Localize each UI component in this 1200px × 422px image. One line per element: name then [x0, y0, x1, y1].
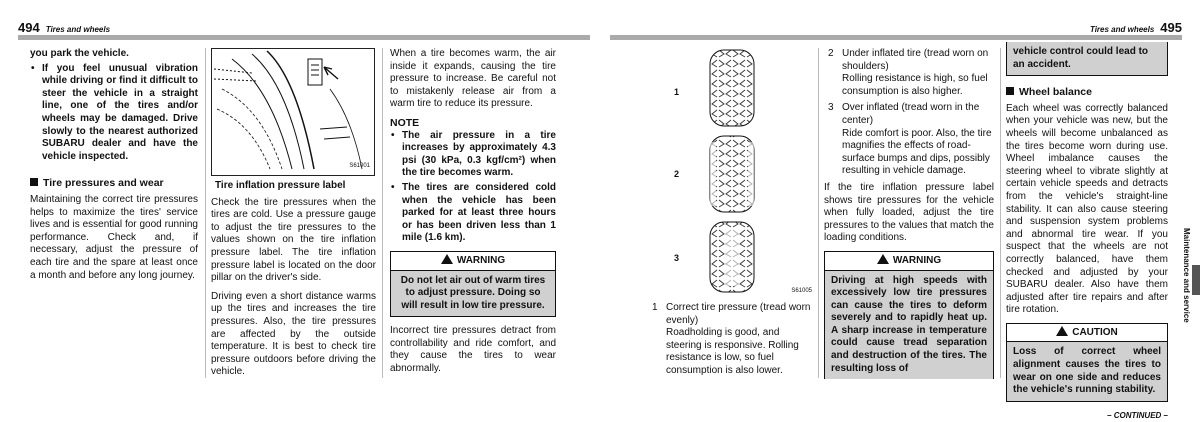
note-title: NOTE: [390, 116, 420, 129]
column-3: [390, 48, 556, 382]
continued-marker: – CONTINUED –: [1107, 410, 1168, 420]
column-divider: [818, 48, 819, 378]
column-3: [1006, 48, 1168, 422]
item-title: Over inflated (tread worn in the center): [842, 102, 980, 126]
page-header-left: [18, 20, 110, 35]
continued-text: you park the vehicle.: [30, 48, 129, 59]
list-item-1: [648, 302, 816, 378]
list-item-3: [824, 102, 994, 178]
door-pillar-illustration: [212, 49, 374, 175]
column-2: [211, 48, 376, 385]
heading-text: Tire pressures and wear: [43, 177, 164, 190]
caution-text: Loss of correct wheel alignment causes the tires to wear on one side and reduces the vehicle's running stability.: [1007, 342, 1167, 400]
tire-under-inflated: [710, 136, 754, 212]
tire-correct: [710, 50, 754, 126]
item-title: Correct tire pressure (tread worn evenly): [666, 302, 811, 326]
warning-header: [825, 252, 993, 271]
bullet-vibration: • If you feel unusual vibration while driving or find it difficult to steer the vehicle in a straight line, one of the tires and/or wheels may be damaged. Drive slowly to the nearest authorized SUBARU dealer and have the vehicle inspected.: [42, 63, 198, 164]
caution-box: [1006, 323, 1168, 402]
heading-text: Wheel balance: [1019, 86, 1092, 99]
warning-triangle-icon: [877, 254, 889, 264]
page-number: 495: [1160, 20, 1182, 35]
figure-label-3: 3: [674, 253, 680, 263]
paragraph-incorrect-pressures: Incorrect tire pressures detract from controllability and ride comfort, and they cause the tires to wear abnormally.: [390, 325, 556, 375]
list-item-2: [824, 48, 994, 98]
column-divider: [205, 48, 206, 378]
paragraph-wheel-balance: Each wheel was correctly balanced when your vehicle was new, but the wheels will become unbalanced as the tires become worn during use. Wheel imbalance causes the steering wheel to vibrate slightly at certain vehicle speeds and detracts from the vehicle's straight-line stability. It can also cause steering and suspension system problems and abnormal tire wear. If you suspect that the wheels are not correctly balanced, have them checked and adjusted by your SUBARU dealer. Also have them adjusted after tire repairs and after tire rotation.: [1006, 102, 1168, 316]
header-rule: [18, 35, 590, 40]
header-rule: [610, 35, 1182, 40]
tire-wear-figure: [648, 48, 816, 298]
square-bullet-icon: [1006, 87, 1014, 95]
square-bullet-icon: [30, 178, 38, 186]
figure-label-1: 1: [674, 87, 680, 97]
note-item: • The tires are considered cold when the vehicle has been parked for at least three hours or has been driven less than 1 mile (1.6 km).: [402, 182, 556, 245]
section-heading: [30, 177, 198, 190]
figure-code: S61005: [791, 288, 812, 295]
warning-continued: vehicle control could lead to an accident.: [1006, 42, 1168, 76]
arrow-icon: [324, 67, 338, 79]
caution-triangle-icon: [1056, 326, 1068, 336]
side-tab-marker: [1192, 265, 1200, 295]
column-1: [648, 48, 816, 382]
warning-triangle-icon: [441, 254, 453, 264]
paragraph-warm-tire: When a tire becomes warm, the air inside it expands, causing the tire pressure to increase. Be careful not to mistakenly release air from a warm tire to reduce its pressure.: [390, 48, 556, 110]
paragraph: Maintaining the correct tire pressures helps to maximize the tires' service lives and is essential for good running performance. Check and, if necessary, adjust the pressure of each tire and the spare at least once a month and before any long journey.: [30, 193, 198, 281]
figure-code: S61001: [349, 163, 370, 170]
warning-box: [824, 251, 994, 379]
warning-header: [391, 252, 555, 271]
warning-text: Do not let air out of warm tires to adjust pressure. Doing so will result in low tire pressure.: [391, 271, 555, 317]
item-number: 2: [828, 48, 834, 59]
figure-label-2: 2: [674, 169, 680, 179]
column-divider: [382, 48, 383, 378]
warning-text: Driving at high speeds with excessively low tire pressures can cause the tires to deform severely and to rapidly heat up. A sharp increase in temperature could cause tread separation and destruction of the tires. The resulting loss of: [825, 271, 993, 380]
paragraph-fully-loaded: If the tire inflation pressure label shows tire pressures for the vehicle when fully loaded, adjust the tire pressures to the values that match the loading conditions.: [824, 181, 994, 244]
item-number: 3: [828, 102, 834, 114]
section-title: Tires and wheels: [1089, 25, 1155, 34]
item-text: Rolling resistance is high, so fuel consumption is also higher.: [842, 73, 988, 97]
column-1: [30, 48, 198, 288]
item-text: Roadholding is good, and steering is responsive. Rolling resistance is low, so fuel consumption is also lower.: [666, 327, 799, 376]
caution-header: [1007, 324, 1167, 343]
column-2: [824, 48, 994, 379]
note-item: • The air pressure in a tire increases by approximately 4.3 psi (30 kPa, 0.3 kgf/cm²) when the tire becomes warm.: [402, 130, 556, 180]
warning-title: WARNING: [456, 254, 506, 266]
item-text: Ride comfort is poor. Also, the tire magnifies the effects of road-surface bumps and dips, possibly resulting in vehicle damage.: [842, 127, 992, 177]
section-title: Tires and wheels: [45, 25, 111, 34]
side-thumb-tab: [1182, 150, 1200, 323]
left-page: [0, 0, 590, 402]
caution-title: CAUTION: [1072, 326, 1118, 338]
warning-title: WARNING: [892, 254, 942, 266]
page-number: 494: [18, 20, 40, 35]
side-tab-label: Maintenance and service: [1182, 228, 1191, 323]
page-header-right: [1090, 20, 1182, 35]
right-page: [610, 0, 1200, 420]
tire-label-figure: [211, 48, 375, 176]
figure-caption: Tire inflation pressure label: [215, 180, 346, 191]
paragraph-driving-warms: Driving even a short distance warms up the tires and increases the tire pressures. Also, the tire pressures are affected by the outside temperature. It is best to check tire pressure outdoors before driving the vehicle.: [211, 290, 376, 378]
paragraph-check-pressures: Check the tire pressures when the tires are cold. Use a pressure gauge to adjust the tire pressures to the values shown on the tire inflation pressure label. The tire inflation pressure label is located on the door pillar on the driver's side.: [211, 196, 376, 284]
item-number: 1: [652, 302, 658, 313]
item-title: Under inflated tire (tread worn on shoulders): [842, 48, 989, 72]
pressure-label-decal: [308, 59, 322, 85]
column-divider: [1000, 48, 1001, 378]
section-heading: [1006, 86, 1168, 99]
warning-box: [390, 251, 556, 317]
